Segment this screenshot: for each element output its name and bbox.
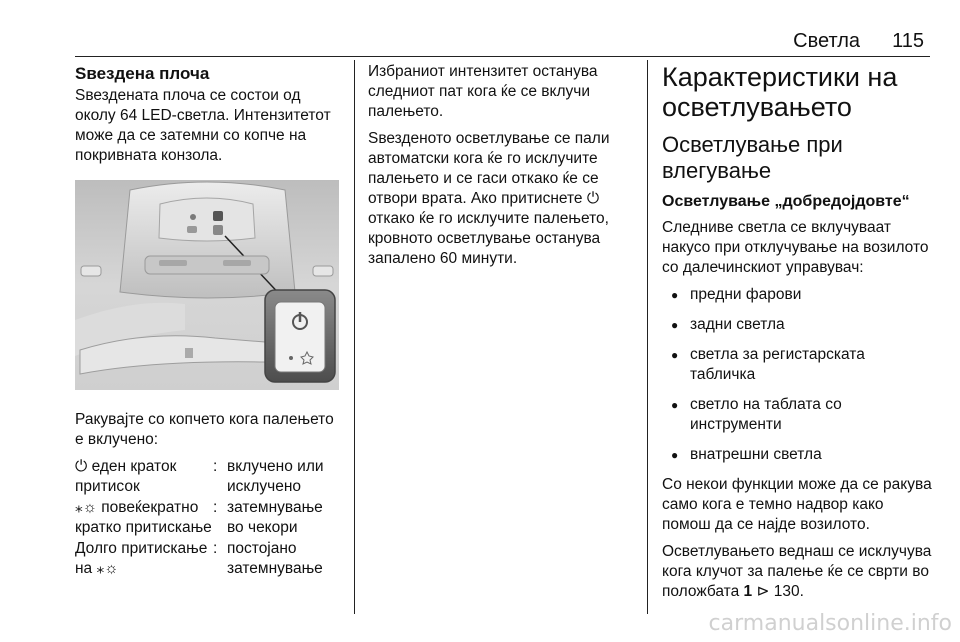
list-item: ● внатрешни светла xyxy=(662,445,932,465)
column-2 xyxy=(368,62,636,276)
running-header-title: Светла xyxy=(793,30,860,52)
paragraph-text: Осветлувањето веднаш се исклучува кога клучот за палење ќе се сврти во положбата xyxy=(662,543,932,600)
definition-separator: : xyxy=(213,499,218,516)
definition-term: Долго притискање на ⁎☼ xyxy=(75,540,208,577)
paragraph: Избраниот интензитет останува следниот пат кога ќе се вклучи палењето. xyxy=(368,63,598,120)
column-3 xyxy=(662,62,932,609)
definition-row xyxy=(75,539,339,579)
subsection-heading: Осветлување „добредојдовте“ xyxy=(662,193,910,210)
definition-description: вклучено или исклучено xyxy=(227,458,324,495)
page-reference[interactable]: ⊳ 130. xyxy=(752,583,804,600)
paragraph: Ѕвезденото осветлување се пали автоматски кога ќе го исклучите палењето и се гаси откако ќе се отвори врата. Ако притиснете ⏻ откако ќе го исклучите палењето, кровното осветлување останува запалено 60 минути. xyxy=(368,130,610,267)
definition-description: затемнување во чекори xyxy=(227,499,323,536)
definition-separator: : xyxy=(213,540,218,557)
list-item: ● светла за регистарската табличка xyxy=(662,345,932,385)
roof-console-illustration xyxy=(75,180,339,390)
definition-description: постојано затемнување xyxy=(227,540,323,577)
paragraph: Следниве светла се вклучуваат накусо при отклучување на возилото со далечинскиот управувач: xyxy=(662,219,929,276)
header-rule xyxy=(75,56,930,57)
section-heading: Ѕвездена плоча xyxy=(75,64,210,83)
definition-row xyxy=(75,457,339,497)
list-item: ● предни фарови xyxy=(662,285,932,305)
list-item: ● светло на таблата со инструменти xyxy=(662,395,932,435)
chapter-heading: Карактеристики на осветлувањето xyxy=(662,62,898,122)
figure-caption: Ракувајте со копчето кога палењето е вклучено: xyxy=(75,411,334,448)
column-divider xyxy=(354,60,355,614)
paragraph: Со некои функции може да се ракува само кога е темно надвор како помош да се најде возилото. xyxy=(662,476,932,533)
definition-list xyxy=(75,457,339,579)
paragraph: Ѕвездената плоча се состои од околу 64 LED-светла. Интензитетот може да се затемни со копче на покривната конзола. xyxy=(75,87,331,164)
definition-separator: : xyxy=(213,458,218,475)
list-item: ● задни светла xyxy=(662,315,932,335)
definition-term: ⁎☼ повеќекратно кратко притискање xyxy=(75,499,212,536)
definition-row xyxy=(75,498,339,538)
bullet-list xyxy=(662,285,932,465)
paragraph xyxy=(662,542,932,602)
position-number: 1 xyxy=(743,583,753,600)
column-1 xyxy=(75,62,343,580)
page-number: 115 xyxy=(892,30,924,52)
definition-term: ⏻ еден краток притисок xyxy=(75,458,177,495)
column-divider xyxy=(647,60,648,614)
watermark: carmanualsonline.info xyxy=(708,611,952,636)
section-heading: Осветлување при влегување xyxy=(662,132,843,183)
